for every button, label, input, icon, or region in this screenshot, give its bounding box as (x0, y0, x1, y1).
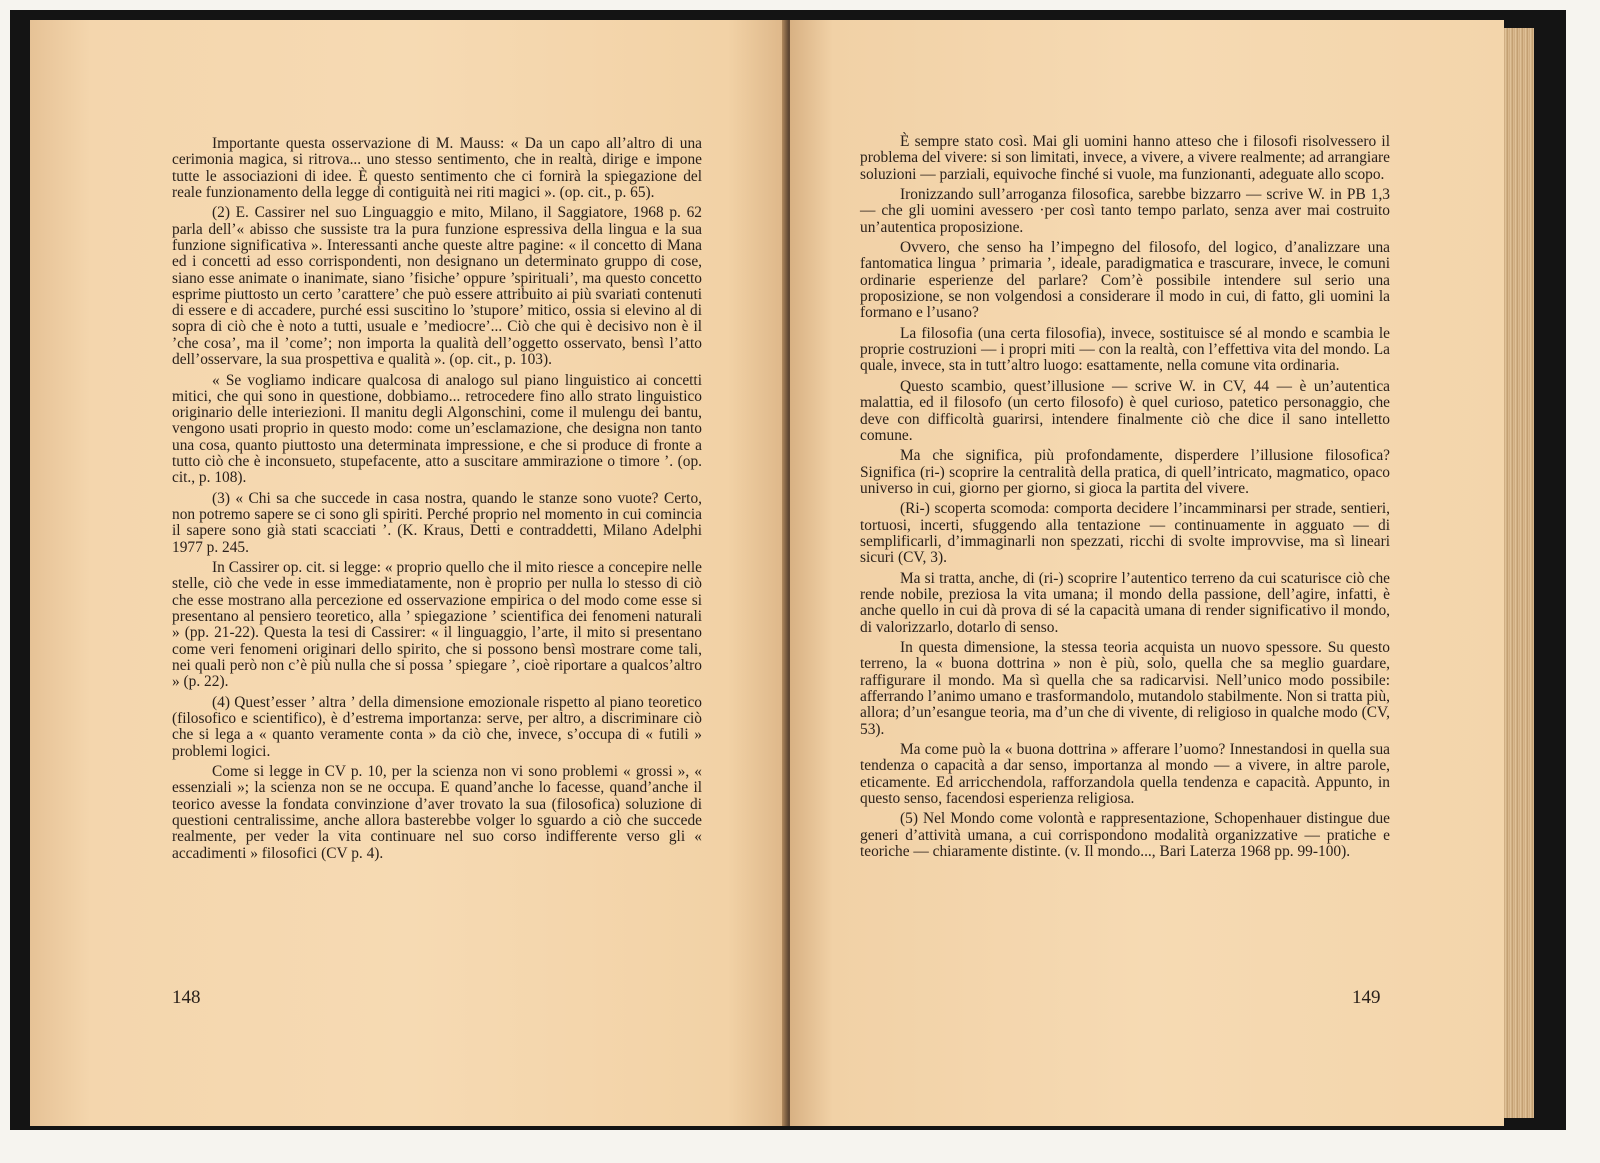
right-page (790, 20, 1504, 1126)
paragraph: Ma come può la « buona dottrina » afferare l’uomo? Innestandosi in quella sua tendenza o capacità a dar senso, importanza al mondo — a vivere, in altre parole, eticamente. Ed arricchendola, rafforzandola quella tendenza e capacità. Appunto, in questo senso, facendosi esperienza religiosa. (860, 741, 1390, 807)
paragraph: In questa dimensione, la stessa teoria acquista un nuovo spessore. Su questo terreno, la « buona dottrina » non è più, solo, quella che sa meglio guardare, raffigurare il mondo. Ma sì quella che sa radicarvisi. Nell’unico modo possibile: afferrando l’animo umano e trasformandolo, mutandolo stabilmente. Non si tratta più, allora; d’un’esangue teoria, ma d’un che di vivente, di religioso in qualche modo (CV, 53). (860, 639, 1390, 738)
paragraph: (Ri-) scoperta scomoda: comporta decidere l’incamminarsi per strade, sentieri, tortuosi, incerti, sfuggendo alla tentazione — continuamente in agguato — di semplificarli, d’immaginarli non spezzati, ricchi di svolte improvvise, ma sì lineari sicuri (CV, 3). (860, 500, 1390, 567)
paragraph: Ovvero, che senso ha l’impegno del filosofo, del logico, d’analizzare una fantomatica lingua ’ primaria ’, ideale, paradigmatica e trascurare, invece, le comuni ordinarie esperienze del parlare? Com’è possibile intendere sul serio una proposizione, se non volgendosi a considerare il modo in cui, di fatto, gli uomini la formano e l’usano? (860, 239, 1390, 322)
page-edges (1504, 28, 1534, 1118)
right-page-text (860, 134, 1390, 865)
paragraph: Ma si tratta, anche, di (ri-) scoprire l’autentico terreno da cui scaturisce ciò che rende nobile, preziosa la vita umana; il mondo della passione, dell’agire, infatti, è anche quello in cui dà prova di sé la capacità umana di render significativo il mondo, di valorizzarlo, dotarlo di senso. (860, 569, 1390, 636)
paragraph: (5) Nel Mondo come volontà e rappresentazione, Schopenhauer distingue due generi d’attività umana, a cui corrispondono modalità organizzative — pratiche e teoriche — chiaramente distinte. (v. Il mondo..., Bari Laterza 1968 pp. 99-100). (860, 810, 1390, 861)
left-page-text (172, 136, 702, 866)
paragraph: Importante questa osservazione di M. Mauss: « Da un capo all’altro di una cerimonia magica, si ritrova... uno stesso sentimento, che in realtà, dirige e impone tutte le associazioni di idee. È questo sentimento che ci fornirà la spiegazione del reale funzionamento della legge di contiguità nei riti magici ». (op. cit., p. 65). (172, 135, 702, 201)
paragraph: La filosofia (una certa filosofia), invece, sostituisce sé al mondo e scambia le proprie costruzioni — i propri miti — con la realtà, con l’effettiva vita del mondo. La quale, invece, sta in tutt’altro luogo: esattamente, nella comune vita ordinaria. (860, 324, 1390, 375)
open-book (10, 10, 1566, 1130)
paragraph: (3) « Chi sa che succede in casa nostra, quando le stanze sono vuote? Certo, non potremo sapere se ci sono gli spiriti. Perché proprio nel momento in cui comincia il sapere sono già stati scacciati ’. (K. Kraus, Detti e contraddetti, Milano Adelphi 1977 p. 245. (172, 489, 702, 556)
paragraph: È sempre stato così. Mai gli uomini hanno atteso che i filosofi risolvessero il problema del vivere: si son limitati, invece, a vivere, a vivere realmente; ad arrangiare soluzioni — parziali, equivoche finché si vuole, ma funzionanti, adeguate allo scopo. (860, 133, 1390, 183)
paragraph: Ma che significa, più profondamente, disperdere l’illusione filosofica? Significa (ri-) scoprire la centralità della pratica, di quell’intricato, magmatico, opaco universo in cui, giorno per giorno, si gioca la partita del vivere. (860, 447, 1390, 497)
paragraph: Ironizzando sull’arroganza filosofica, sarebbe bizzarro — scrive W. in PB 1,3 — che gli uomini avessero ·per così tanto tempo parlato, senza aver mai costruito un’autentica proposizione. (860, 186, 1390, 236)
paragraph: (2) E. Cassirer nel suo Linguaggio e mito, Milano, il Saggiatore, 1968 p. 62 parla dell’« abisso che sussiste tra la pura funzione espressiva della lingua e la sua funzione significativa ». Interessanti anche queste altre pagine: « il concetto di Mana ed i concetti ad esso corrispondenti, non designano un determinato gruppo di cose, siano esse animate o inanimate, siano ’fisiche’ oppure ’spirituali’, ma questo concetto esprime piuttosto un certo ’carattere’ che può essere attribuito ai più svariati contenuti di essere e di accadere, purché essi suscitino lo ’stupore’ mitico, ossia si elevino al di sopra di ciò che è noto a tutti, usuale e ’mediocre’... Ciò che qui è decisivo non è il ’che cosa’, ma il ’come’; non importa la qualità dell’oggetto osservato, bensì l’atto dell’osservare, la sua prospettiva e qualità ». (op. cit., p. 103). (172, 204, 702, 369)
page-number: 149 (1352, 987, 1381, 1008)
paragraph: Questo scambio, quest’illusione — scrive W. in CV, 44 — è un’autentica malattia, ed il filosofo (un certo filosofo) è quel curioso, patetico personaggio, che deve con difficoltà guarirsi, intendere finalmente ciò che dice il sano intelletto comune. (860, 377, 1390, 444)
paragraph: In Cassirer op. cit. si legge: « proprio quello che il mito riesce a concepire nelle stelle, ciò che vede in esse immediatamente, non è proprio per nulla lo stesso di ciò che esse mostrano alla percezione ed osservazione empirica o del modo come esse si presentano al pensiero teoretico, alla ’ spiegazione ’ scientifica dei fenomeni naturali » (pp. 21-22). Questa la tesi di Cassirer: « il linguaggio, l’arte, il mito si presentano come veri fenomeni originari dello spirito, che si possono bensì mostrare come tali, nei quali però non c’è più nulla che si possa ’ spiegare ’, cioè riportare a qualcos’altro » (p. 22). (172, 559, 702, 691)
page-number: 148 (172, 987, 201, 1008)
paragraph: Come si legge in CV p. 10, per la scienza non vi sono problemi « grossi », « essenziali »; la scienza non se ne occupa. E quand’anche lo facesse, quand’anche il teorico avesse la fondata convinzione d’aver trovato la sua (filosofica) soluzione di questioni centralissime, anche allora basterebbe volger lo sguardo a ciò che succede realmente, per veder la vita continuare nel suo corso indifferente verso gli « accadimenti » filosofici (CV p. 4). (172, 763, 702, 862)
paragraph: (4) Quest’esser ’ altra ’ della dimensione emozionale rispetto al piano teoretico (filosofico e scientifico), è d’estrema importanza: serve, per altro, a discriminare ciò che si lega a « quanto veramente conta » da ciò che, invece, s’occupa di « futili » problemi logici. (172, 693, 702, 760)
left-page (30, 20, 788, 1126)
paragraph: « Se vogliamo indicare qualcosa di analogo sul piano linguistico ai concetti mitici, che qui sono in questione, dobbiamo... retrocedere fino allo strato linguistico originario delle interiezioni. Il manitu degli Algonschini, come il mulengu dei bantu, vengono usati proprio in questo modo: come un’esclamazione, che designa non tanto una cosa, quanto piuttosto una determinata impressione, e che si produce di fronte a tutto ciò che è inconsueto, stupefacente, atto a suscitare ammirazione o timore ’. (op. cit., p. 108). (172, 371, 702, 487)
